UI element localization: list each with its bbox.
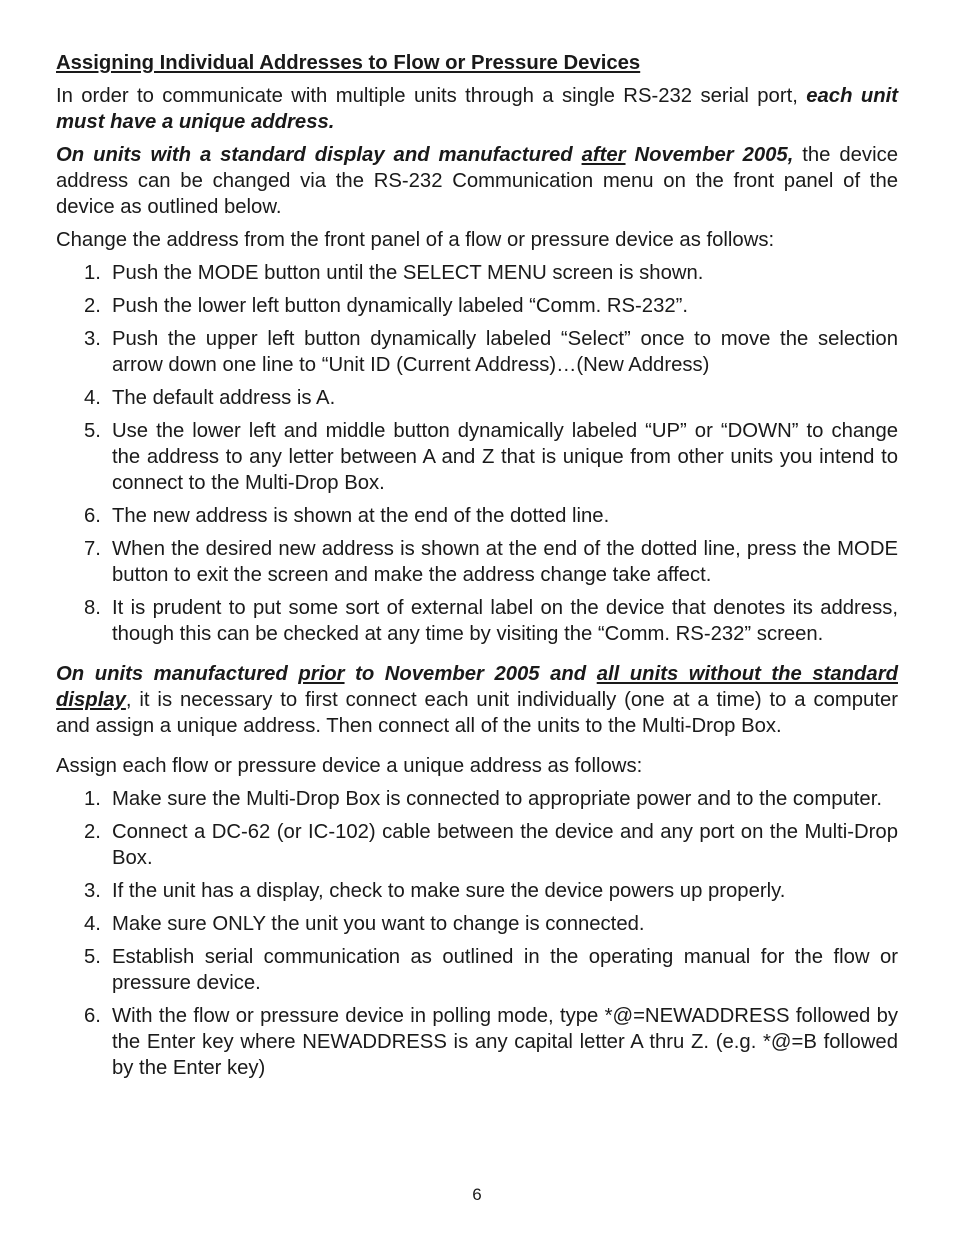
list-item bbox=[56, 819, 898, 871]
prior-units-paragraph bbox=[56, 661, 898, 739]
step-text: With the flow or pressure device in polling mode, type *@=NEWADDRESS followed by the Enter key where NEWADDRESS is any capital letter A thru Z. (e.g. *@=B followed by the Enter key) bbox=[112, 1005, 898, 1079]
std-date: November 2005, bbox=[625, 144, 794, 166]
standard-display-paragraph bbox=[56, 142, 898, 220]
step-number: 5. bbox=[84, 420, 101, 442]
list-item bbox=[56, 326, 898, 378]
assign-intro: Assign each flow or pressure device a unique address as follows: bbox=[56, 755, 643, 777]
section-heading: Assigning Individual Addresses to Flow or Pressure Devices bbox=[56, 52, 641, 74]
step-text: Use the lower left and middle button dynamically labeled “UP” or “DOWN” to change the address to any letter between A and Z that is unique from other units you intend to connect to the Multi-Drop Box. bbox=[112, 420, 898, 494]
step-text: Push the lower left button dynamically labeled “Comm. RS-232”. bbox=[112, 295, 689, 317]
prior-word: prior bbox=[298, 663, 345, 685]
list-item bbox=[56, 260, 898, 286]
step-number: 4. bbox=[84, 913, 101, 935]
prior-lead: On units manufactured bbox=[56, 663, 299, 685]
std-rest: the device address can be changed via the RS-232 Communication menu on the front panel of the device as outlined below. bbox=[56, 144, 899, 218]
prior-all-units: all units without the standard display bbox=[56, 663, 898, 711]
intro-text: In order to communicate with multiple units through a single RS-232 serial port, bbox=[56, 85, 807, 107]
step-number: 6. bbox=[84, 505, 101, 527]
prior-rest: , it is necessary to first connect each unit individually (one at a time) to a computer and assign a unique address. Then connect all of the units to the Multi-Drop Box. bbox=[56, 689, 898, 737]
step-text: If the unit has a display, check to make sure the device powers up properly. bbox=[112, 880, 786, 902]
list-item bbox=[56, 536, 898, 588]
list-item bbox=[56, 385, 898, 411]
std-lead: On units with a standard display and manufactured bbox=[56, 144, 582, 166]
step-number: 7. bbox=[84, 538, 101, 560]
step-number: 5. bbox=[84, 946, 101, 968]
intro-paragraph bbox=[56, 83, 898, 135]
front-panel-intro: Change the address from the front panel of a flow or pressure device as follows: bbox=[56, 229, 775, 251]
step-text: The new address is shown at the end of the dotted line. bbox=[112, 505, 610, 527]
front-panel-steps bbox=[56, 260, 898, 647]
assign-steps bbox=[56, 786, 898, 1081]
list-item bbox=[56, 503, 898, 529]
list-item bbox=[56, 878, 898, 904]
list-item bbox=[56, 911, 898, 937]
step-text: Make sure the Multi-Drop Box is connected to appropriate power and to the computer. bbox=[112, 788, 882, 810]
step-number: 6. bbox=[84, 1005, 101, 1027]
document-page bbox=[56, 50, 898, 1088]
step-text: Push the upper left button dynamically labeled “Select” once to move the selection arrow down one line to “Unit ID (Current Address)…(New Address) bbox=[112, 328, 898, 376]
list-item bbox=[56, 418, 898, 496]
step-text: Make sure ONLY the unit you want to change is connected. bbox=[112, 913, 645, 935]
prior-date: to November 2005 and bbox=[344, 663, 597, 685]
list-item bbox=[56, 595, 898, 647]
step-number: 1. bbox=[84, 788, 101, 810]
list-item bbox=[56, 944, 898, 996]
step-number: 8. bbox=[84, 597, 101, 619]
step-text: The default address is A. bbox=[112, 387, 336, 409]
step-number: 1. bbox=[84, 262, 101, 284]
step-number: 2. bbox=[84, 821, 101, 843]
std-after: after bbox=[581, 144, 626, 166]
step-text: When the desired new address is shown at the end of the dotted line, press the MODE button to exit the screen and make the address change take affect. bbox=[112, 538, 898, 586]
step-number: 3. bbox=[84, 328, 101, 350]
intro-emphasis: each unit must have a unique address. bbox=[56, 85, 898, 133]
list-item bbox=[56, 293, 898, 319]
step-text: Connect a DC-62 (or IC-102) cable between the device and any port on the Multi-Drop Box. bbox=[112, 821, 898, 869]
list-item bbox=[56, 786, 898, 812]
step-number: 4. bbox=[84, 387, 101, 409]
step-text: It is prudent to put some sort of external label on the device that denotes its address, though this can be checked at any time by visiting the “Comm. RS-232” screen. bbox=[112, 597, 898, 645]
step-text: Establish serial communication as outlined in the operating manual for the flow or pressure device. bbox=[112, 946, 898, 994]
page-number: 6 bbox=[472, 1185, 482, 1204]
list-item bbox=[56, 1003, 898, 1081]
step-number: 2. bbox=[84, 295, 101, 317]
step-number: 3. bbox=[84, 880, 101, 902]
step-text: Push the MODE button until the SELECT MENU screen is shown. bbox=[112, 262, 704, 284]
